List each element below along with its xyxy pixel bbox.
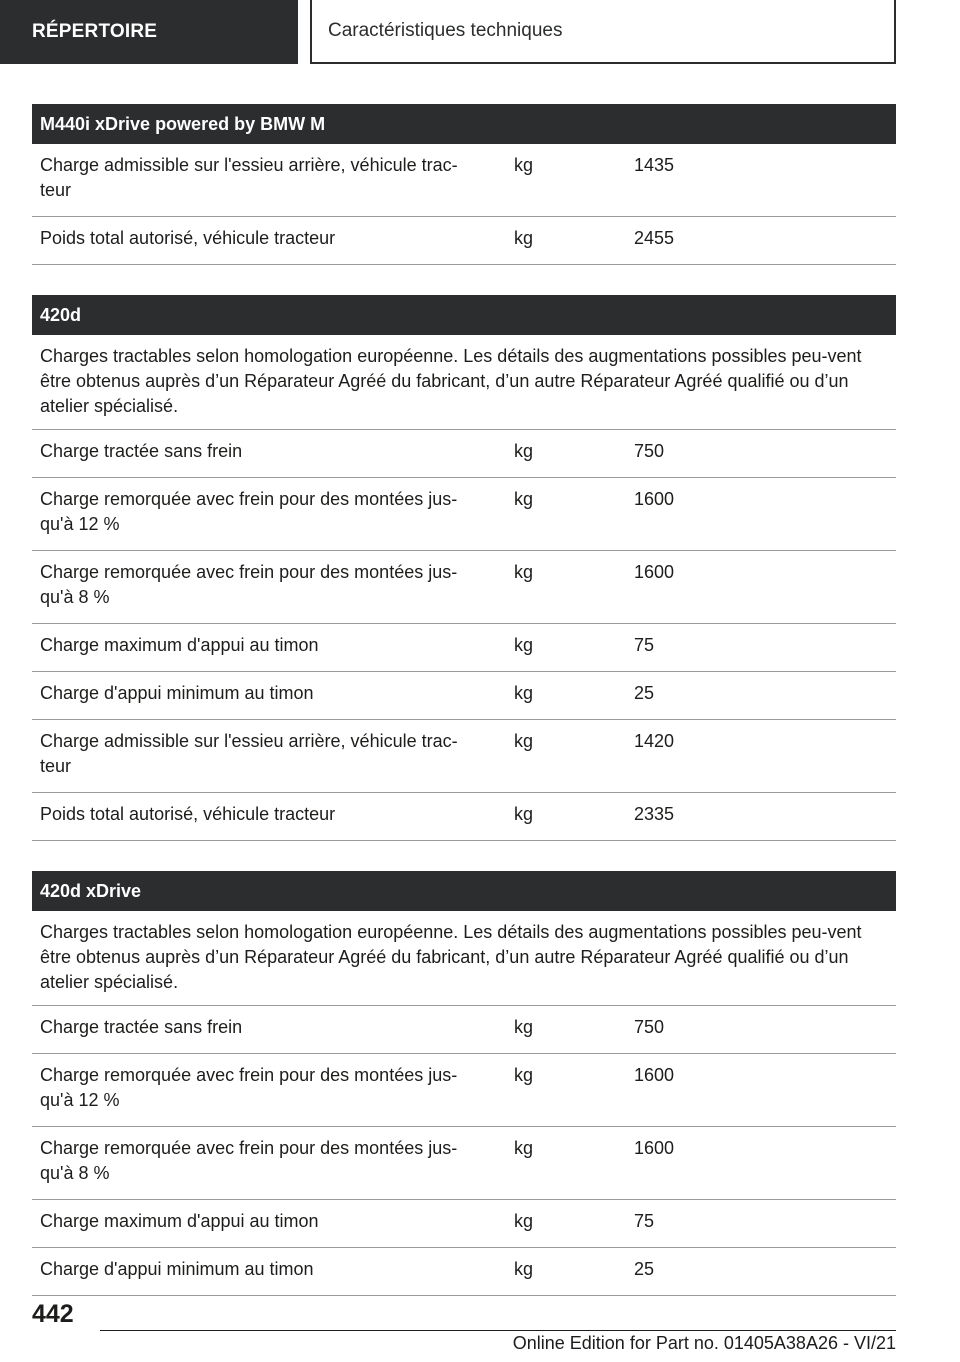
row-label: Charge tractée sans frein	[40, 1017, 243, 1037]
table-row	[32, 1006, 896, 1054]
row-label: Charge admissible sur l'essieu arrière, véhicule trac-teur	[40, 155, 458, 200]
row-value: 750	[634, 441, 665, 461]
row-value: 2335	[634, 804, 675, 824]
section-tab[interactable]	[0, 0, 298, 64]
row-value: 25	[634, 1259, 655, 1279]
row-label: Poids total autorisé, véhicule tracteur	[40, 228, 336, 248]
row-label: Charge remorquée avec frein pour des montées jus-qu'à 12 %	[40, 489, 458, 534]
row-value: 1420	[634, 731, 675, 751]
row-unit: kg	[514, 489, 534, 509]
row-label: Charge maximum d'appui au timon	[40, 635, 319, 655]
row-unit: kg	[514, 1259, 534, 1279]
table-row	[32, 720, 896, 793]
row-unit: kg	[514, 1138, 534, 1158]
row-value: 1600	[634, 489, 675, 509]
section-title: 420d xDrive	[32, 871, 896, 911]
row-unit: kg	[514, 155, 534, 175]
chapter-title-text: Caractéristiques techniques	[328, 20, 563, 41]
row-unit: kg	[514, 804, 534, 824]
row-label: Charge remorquée avec frein pour des montées jus-qu'à 12 %	[40, 1065, 458, 1110]
row-unit: kg	[514, 1065, 534, 1085]
row-value: 75	[634, 635, 655, 655]
spec-section	[32, 104, 896, 265]
row-value: 25	[634, 683, 655, 703]
row-value: 1600	[634, 1065, 675, 1085]
row-unit: kg	[514, 1211, 534, 1231]
row-value: 750	[634, 1017, 665, 1037]
row-value: 1600	[634, 1138, 675, 1158]
chapter-title	[310, 0, 896, 64]
edition-text: Online Edition for Part no. 01405A38A26 - VI/21	[512, 1333, 896, 1353]
row-value: 1435	[634, 155, 675, 175]
row-label: Charge tractée sans frein	[40, 441, 243, 461]
section-note: Charges tractables selon homologation européenne. Les détails des augmentations possibles peu-vent être obtenus auprès d’un Réparateur Agréé du fabricant, d’un autre Réparateur Agréé qualifié ou d’un atelier spécialisé.	[32, 335, 896, 430]
row-value: 75	[634, 1211, 655, 1231]
row-label: Charge remorquée avec frein pour des montées jus-qu'à 8 %	[40, 1138, 458, 1183]
row-unit: kg	[514, 562, 534, 582]
row-unit: kg	[514, 731, 534, 751]
spec-tables	[32, 104, 896, 1326]
row-unit: kg	[514, 683, 534, 703]
row-unit: kg	[514, 1017, 534, 1037]
table-row	[32, 144, 896, 217]
table-row	[32, 1054, 896, 1127]
row-unit: kg	[514, 228, 534, 248]
table-row	[32, 478, 896, 551]
table-row	[32, 793, 896, 841]
row-value: 2455	[634, 228, 675, 248]
section-title: M440i xDrive powered by BMW M	[32, 104, 896, 144]
row-label: Charge d'appui minimum au timon	[40, 683, 314, 703]
spec-section	[32, 295, 896, 841]
row-label: Charge maximum d'appui au timon	[40, 1211, 319, 1231]
spec-section	[32, 871, 896, 1296]
row-unit: kg	[514, 441, 534, 461]
section-title: 420d	[32, 295, 896, 335]
table-row	[32, 1200, 896, 1248]
page-number: 442	[32, 1300, 74, 1328]
table-row	[32, 1127, 896, 1200]
row-label: Charge remorquée avec frein pour des montées jus-qu'à 8 %	[40, 562, 458, 607]
table-row	[32, 624, 896, 672]
row-label: Charge d'appui minimum au timon	[40, 1259, 314, 1279]
row-unit: kg	[514, 635, 534, 655]
section-note: Charges tractables selon homologation européenne. Les détails des augmentations possibles peu-vent être obtenus auprès d’un Réparateur Agréé du fabricant, d’un autre Réparateur Agréé qualifié ou d’un atelier spécialisé.	[32, 911, 896, 1006]
table-row	[32, 672, 896, 720]
row-label: Poids total autorisé, véhicule tracteur	[40, 804, 336, 824]
row-label: Charge admissible sur l'essieu arrière, véhicule trac-teur	[40, 731, 458, 776]
footer-divider	[100, 1330, 896, 1331]
table-row	[32, 217, 896, 265]
row-value: 1600	[634, 562, 675, 582]
table-row	[32, 1248, 896, 1296]
section-tab-label: RÉPERTOIRE	[32, 21, 158, 42]
table-row	[32, 551, 896, 624]
table-row	[32, 430, 896, 478]
